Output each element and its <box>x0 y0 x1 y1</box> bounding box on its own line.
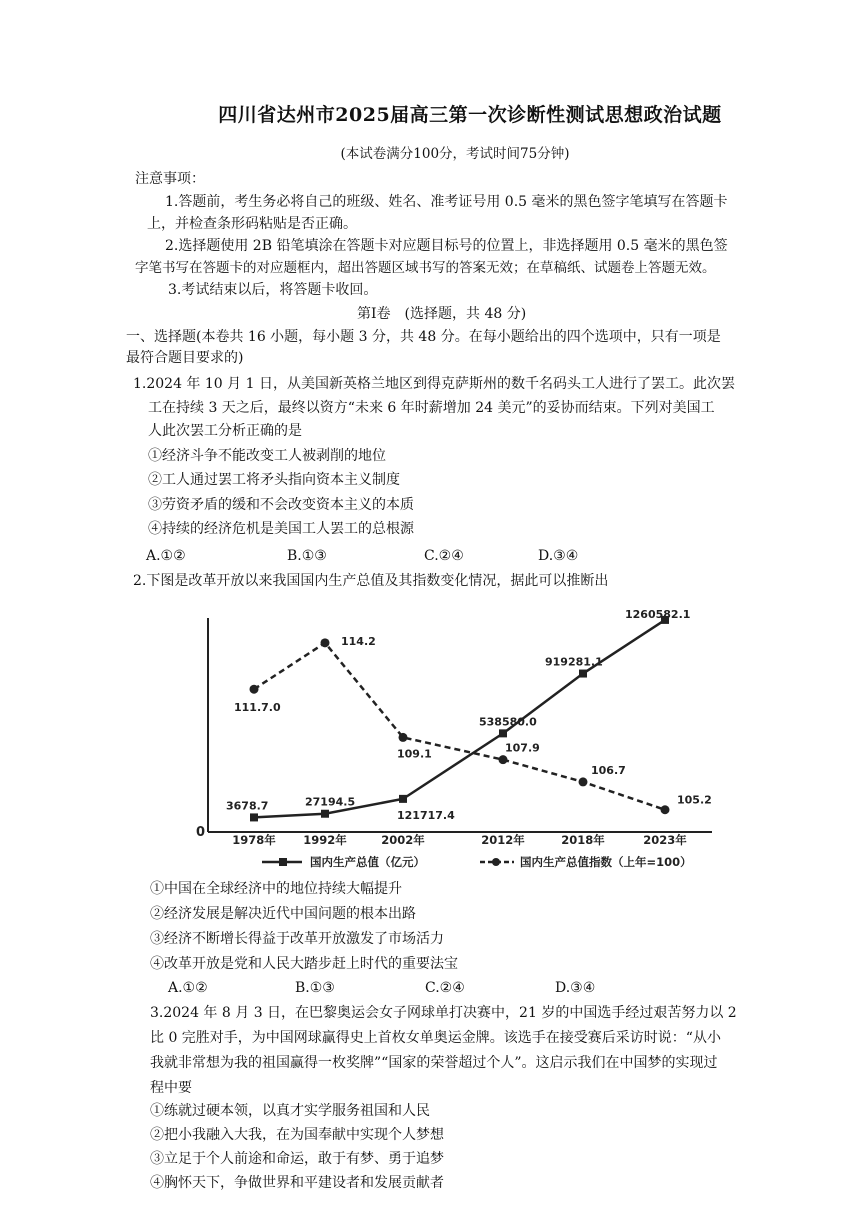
section-1-instruction-line-1: 一、选择题(本卷共 16 小题，每小题 3 分，共 48 分。在每小题给出的四个选项中，只有一项是 <box>126 329 721 345</box>
index-series-line <box>254 643 665 810</box>
gdp-data-point <box>579 670 587 678</box>
index-data-label: 107.9 <box>505 741 540 755</box>
x-tick-label: 1992年 <box>303 833 347 847</box>
q3-stem-line-1: 3.2024 年 8 月 3 日，在巴黎奥运会女子网球单打决赛中，21 岁的中国选手经过艰苦努力以 2 <box>150 1005 737 1021</box>
q3-stem-line-3: 我就非常想为我的祖国赢得一枚奖牌”“国家的荣誉超过个人”。这启示我们在中国梦的实现过 <box>150 1055 718 1071</box>
q1-stem-line-2: 工在持续 3 天之后，最终以资方“未来 6 年时薪增加 24 美元”的妥协而结束。下列对美国工 <box>148 400 715 416</box>
q2-stem-line-1: 2.下图是改革开放以来我国国内生产总值及其指数变化情况，据此可以推断出 <box>133 573 609 589</box>
gdp-data-point <box>250 813 258 821</box>
q2-statement-3: ③经济不断增长得益于改革开放激发了市场活力 <box>150 931 444 947</box>
index-data-point <box>661 805 670 814</box>
gdp-data-label: 538580.0 <box>479 715 537 729</box>
notice-item-3: 3.考试结束以后，将答题卡收回。 <box>168 282 378 298</box>
q3-statement-3: ③立足于个人前途和命运，敢于有梦、勇于追梦 <box>150 1151 444 1167</box>
q1-statement-1: ①经济斗争不能改变工人被剥削的地位 <box>148 448 386 464</box>
index-data-point <box>321 638 330 647</box>
legend-index-marker <box>492 858 500 866</box>
index-data-point <box>399 733 408 742</box>
x-tick-label: 2002年 <box>381 833 425 847</box>
q2-option-a: A.①② <box>168 980 208 996</box>
x-tick-label: 2012年 <box>481 833 525 847</box>
q2-option-c: C.②④ <box>425 980 465 996</box>
x-tick-label: 2023年 <box>643 833 687 847</box>
index-data-label: 111.7.0 <box>234 701 281 715</box>
q3-stem-line-4: 程中要 <box>150 1080 192 1096</box>
q1-option-a: A.①② <box>146 548 186 564</box>
page-title: 四川省达州市2025届高三第一次诊断性测试思想政治试题 <box>218 104 722 126</box>
q3-statement-2: ②把小我融入大我，在为国奉献中实现个人梦想 <box>150 1127 444 1143</box>
gdp-data-label: 3678.7 <box>226 799 269 813</box>
q1-option-b: B.①③ <box>287 548 327 564</box>
gdp-data-label: 1260582.1 <box>625 607 691 621</box>
index-data-label: 106.7 <box>591 763 626 777</box>
q1-option-c: C.②④ <box>424 548 464 564</box>
index-data-label: 109.1 <box>397 747 432 761</box>
index-data-point <box>499 755 508 764</box>
gdp-data-label: 919281.1 <box>545 655 603 669</box>
q2-option-b: B.①③ <box>295 980 335 996</box>
q2-statement-2: ②经济发展是解决近代中国问题的根本出路 <box>150 906 416 922</box>
q1-stem-line-3: 人此次罢工分析正确的是 <box>148 423 302 439</box>
gdp-line-chart <box>0 600 860 880</box>
notice-item-1-line-1: 1.答题前，考生务必将自己的班级、姓名、准考证号用 0.5 毫米的黑色签字笔填写在答题卡 <box>165 194 728 210</box>
q1-option-d: D.③④ <box>538 548 579 564</box>
notice-item-1-line-2: 上，并检查条形码粘贴是否正确。 <box>147 216 357 232</box>
notice-heading: 注意事项： <box>135 171 205 187</box>
section-1-instruction-line-2: 最符合题目要求的) <box>126 350 244 366</box>
q1-statement-4: ④持续的经济危机是美国工人罢工的总根源 <box>148 521 414 537</box>
q2-statement-1: ①中国在全球经济中的地位持续大幅提升 <box>150 881 402 897</box>
gdp-data-point <box>499 729 507 737</box>
index-data-point <box>579 777 588 786</box>
q2-statement-4: ④改革开放是党和人民大踏步赶上时代的重要法宝 <box>150 956 458 972</box>
notice-item-2-line-1: 2.选择题使用 2B 铅笔填涂在答题卡对应题目标号的位置上，非选择题用 0.5 毫米的黑色签 <box>165 238 728 254</box>
gdp-data-point <box>321 810 329 818</box>
q3-statement-4: ④胸怀天下，争做世界和平建设者和发展贡献者 <box>150 1175 444 1191</box>
notice-item-2-line-2: 字笔书写在答题卡的对应题框内，超出答题区域书写的答案无效；在草稿纸、试题卷上答题无效。 <box>135 260 716 276</box>
q1-statement-3: ③劳资矛盾的缓和不会改变资本主义的本质 <box>148 497 414 513</box>
q1-stem-line-1: 1.2024 年 10 月 1 日，从美国新英格兰地区到得克萨斯州的数千名码头工人进行了罢工。此次罢 <box>133 376 735 392</box>
q3-statement-1: ①练就过硬本领，以真才实学服务祖国和人民 <box>150 1103 430 1119</box>
x-tick-label: 2018年 <box>561 833 605 847</box>
legend-gdp-label: 国内生产总值（亿元） <box>310 855 425 869</box>
index-data-point <box>250 685 259 694</box>
q1-statement-2: ②工人通过罢工将矛头指向资本主义制度 <box>148 472 400 488</box>
legend-index-label: 国内生产总值指数（上年=100） <box>520 855 692 869</box>
origin-label: 0 <box>196 825 206 840</box>
gdp-data-label: 121717.4 <box>397 808 455 822</box>
exam-subtitle: (本试卷满分100分，考试时间75分钟) <box>340 146 570 162</box>
q3-stem-line-2: 比 0 完胜对手，为中国网球赢得史上首枚女单奥运金牌。该选手在接受赛后采访时说：“从小 <box>150 1030 721 1046</box>
index-data-label: 105.2 <box>677 793 712 807</box>
index-data-label: 114.2 <box>341 634 376 648</box>
q2-option-d: D.③④ <box>555 980 596 996</box>
legend-gdp-marker <box>279 858 287 866</box>
gdp-data-point <box>399 795 407 803</box>
section-1-heading: 第Ⅰ卷 (选择题，共 48 分) <box>357 306 527 322</box>
gdp-data-label: 27194.5 <box>305 795 356 809</box>
x-tick-label: 1978年 <box>232 833 276 847</box>
